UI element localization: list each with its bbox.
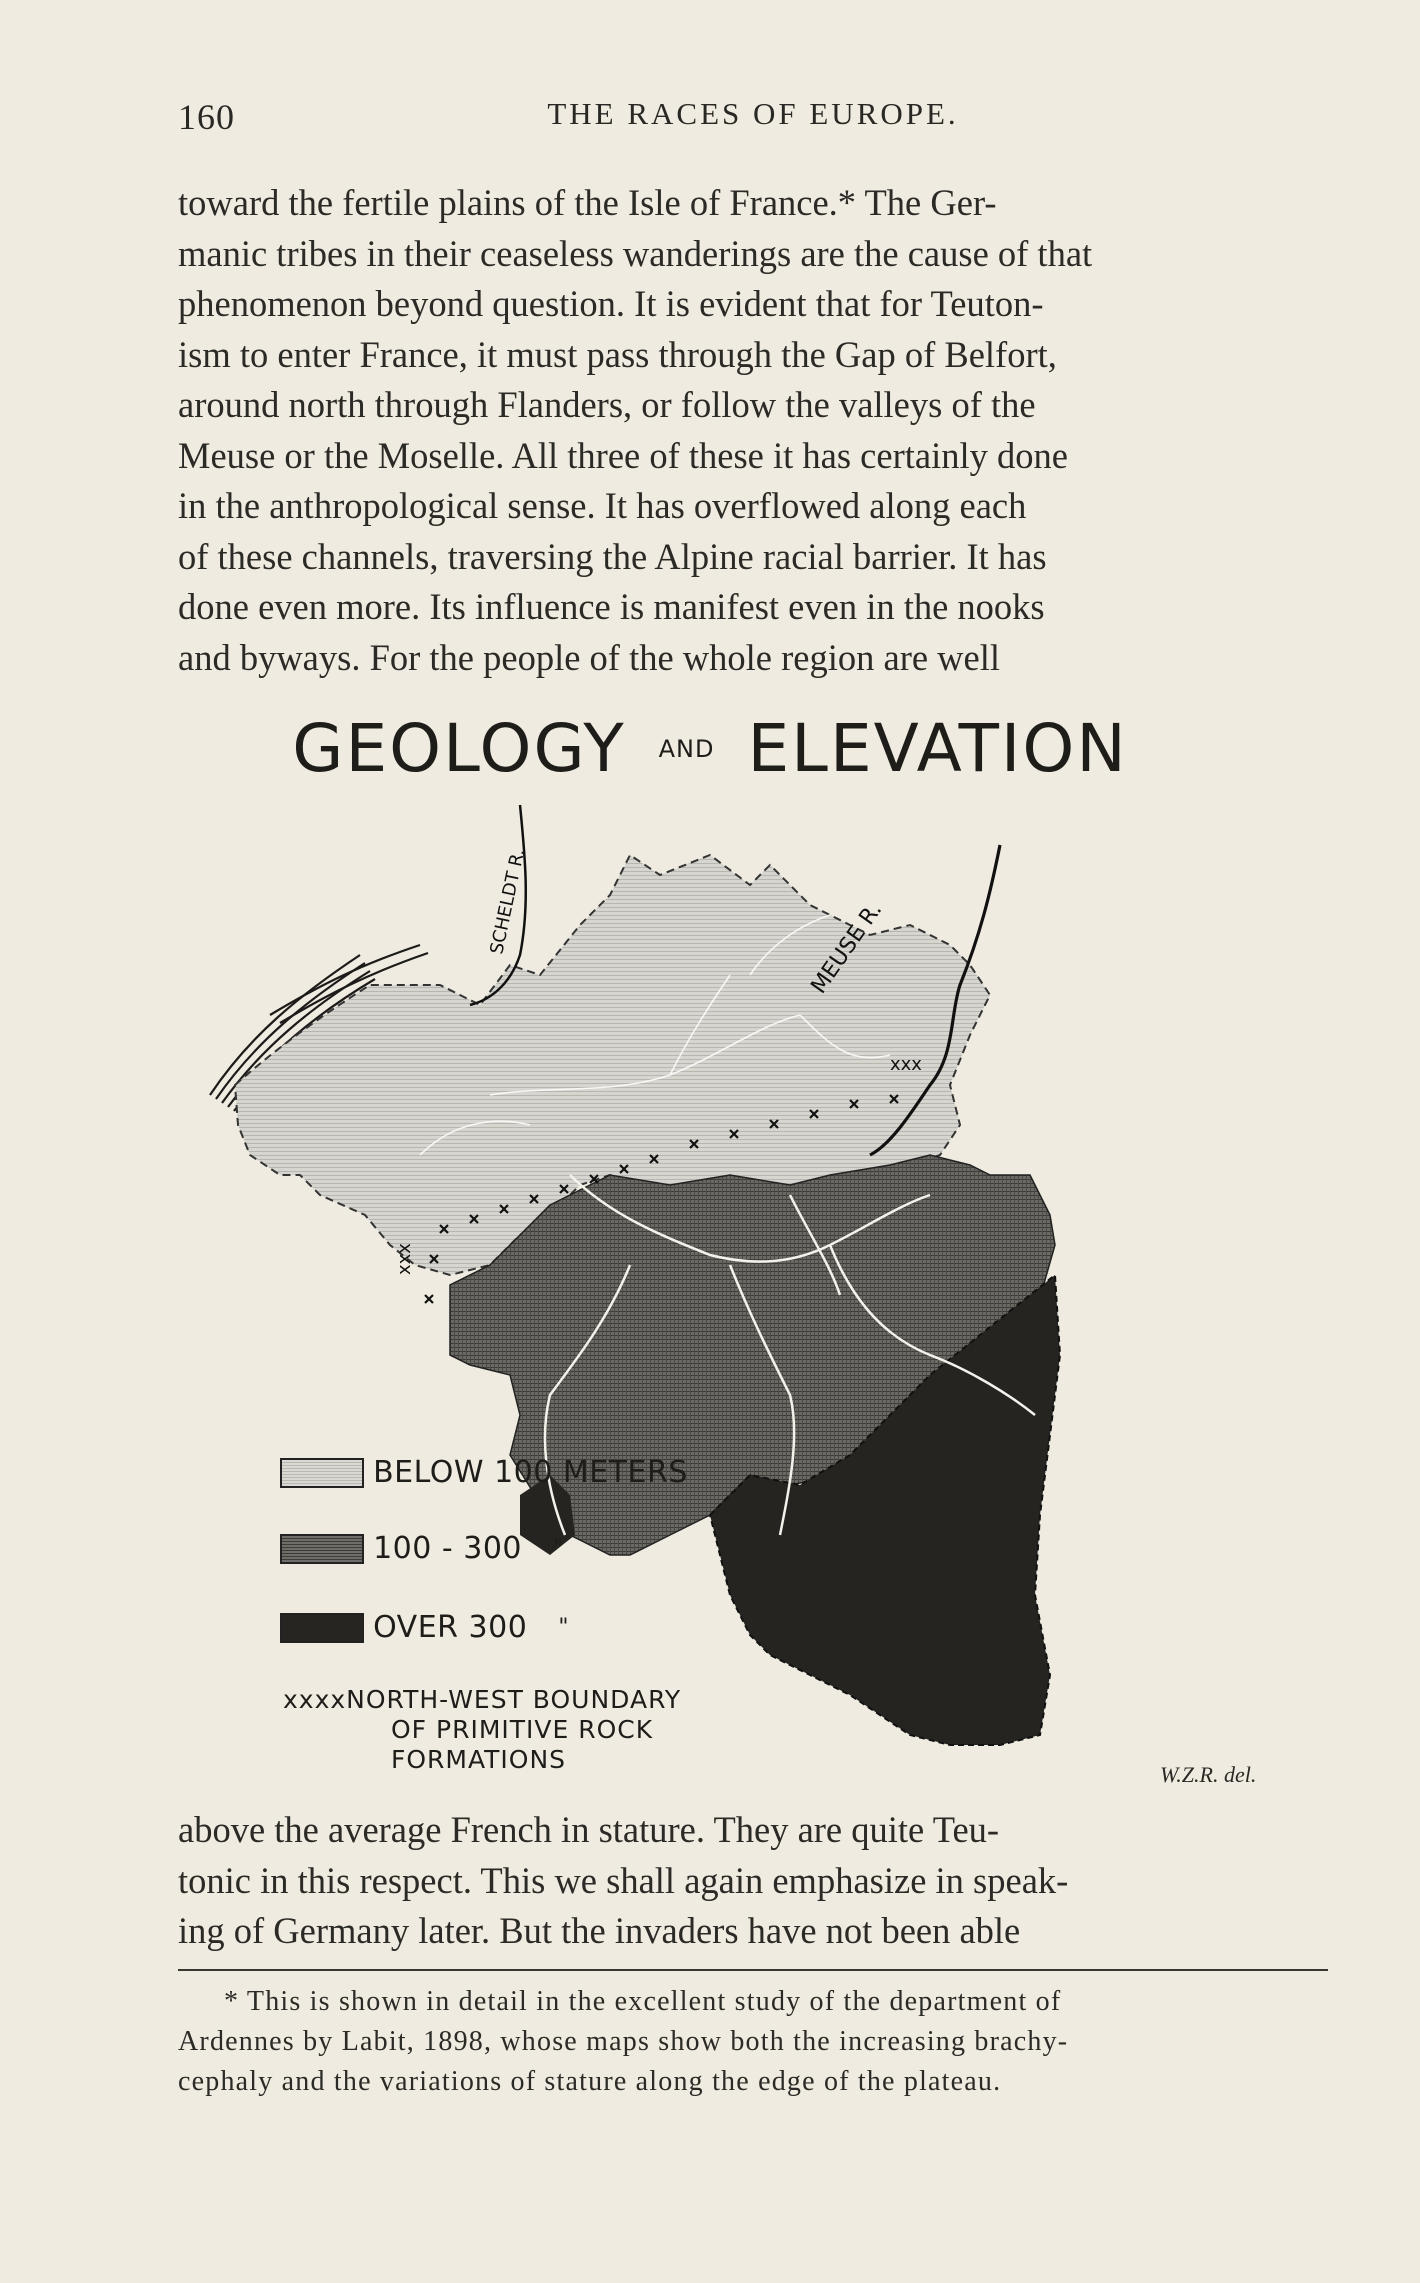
legend-label: BELOW 100 METERS	[373, 1455, 688, 1490]
meuse-label: MEUSE R.	[806, 897, 888, 999]
map-title-connector: AND	[658, 735, 715, 763]
scheldt-label: SCHELDT R.	[486, 846, 530, 957]
text-line: toward the fertile plains of the Isle of France.* The Ger-	[178, 182, 997, 223]
legend-swatch-below	[280, 1458, 364, 1488]
boundary-note-line: OF PRIMITIVE ROCK	[391, 1715, 654, 1744]
ditto-mark: "	[558, 1615, 569, 1640]
text-line: tonic in this respect. This we shall again emphasize in speak-	[178, 1859, 1069, 1901]
boundary-marks-east: xxx	[890, 1054, 922, 1075]
footnote-line: * This is shown in detail in the excellent study of the department of	[224, 1986, 1062, 2017]
page-number: 160	[178, 97, 235, 137]
legend-row-below	[280, 1455, 688, 1495]
body-paragraph-bottom	[178, 1805, 1326, 1957]
footnote-divider	[178, 1969, 1328, 1971]
legend-swatch-mid	[280, 1534, 364, 1564]
map-title	[0, 710, 1420, 787]
body-paragraph-top	[178, 178, 1326, 683]
text-line: done even more. Its influence is manifest even in the nooks	[178, 586, 1045, 627]
text-line: ing of Germany later. But the invaders have not been able	[178, 1910, 1021, 1951]
footnote-line: cephaly and the variations of stature along the edge of the plateau.	[178, 2066, 1002, 2097]
text-line: above the average French in stature. They are quite Teu-	[178, 1809, 1000, 1850]
boundary-note-line: xxxxNORTH-WEST BOUNDARY	[283, 1685, 682, 1714]
map-title-part: ELEVATION	[747, 710, 1128, 787]
text-line: Meuse or the Moselle. All three of these it has certainly done	[178, 434, 1068, 476]
text-line: manic tribes in their ceaseless wanderings are the cause of that	[178, 232, 1093, 274]
running-head	[178, 96, 1328, 140]
text-line: and byways. For the people of the whole region are well	[178, 636, 1001, 678]
text-line: phenomenon beyond question. It is evident that for Teuton-	[178, 283, 1044, 324]
legend-label: 100 - 300	[373, 1531, 523, 1566]
boundary-marks-west: xxx	[394, 1243, 415, 1275]
ditto-mark: "	[553, 1536, 564, 1561]
text-line: around north through Flanders, or follow the valleys of the	[178, 384, 1036, 425]
map-figure	[0, 700, 1420, 1810]
text-line: in the anthropological sense. It has overflowed along each	[178, 485, 1027, 526]
boundary-legend-note	[283, 1685, 681, 1775]
running-title: THE RACES OF EUROPE.	[547, 96, 959, 131]
artist-credit: W.Z.R. del.	[1160, 1762, 1257, 1787]
legend-label: OVER 300	[373, 1610, 528, 1645]
text-line: ism to enter France, it must pass through the Gap of Belfort,	[178, 333, 1057, 375]
legend-swatch-over	[280, 1613, 364, 1643]
text-line: of these channels, traversing the Alpine racial barrier. It has	[178, 535, 1047, 577]
footnote-line: Ardennes by Labit, 1898, whose maps show both the increasing brachy-	[178, 2026, 1069, 2057]
footnote	[178, 1982, 1328, 2102]
map-title-part: GEOLOGY	[292, 710, 626, 787]
legend-row-over	[280, 1610, 569, 1650]
boundary-note-line: FORMATIONS	[391, 1745, 567, 1774]
legend-row-mid	[280, 1531, 563, 1571]
